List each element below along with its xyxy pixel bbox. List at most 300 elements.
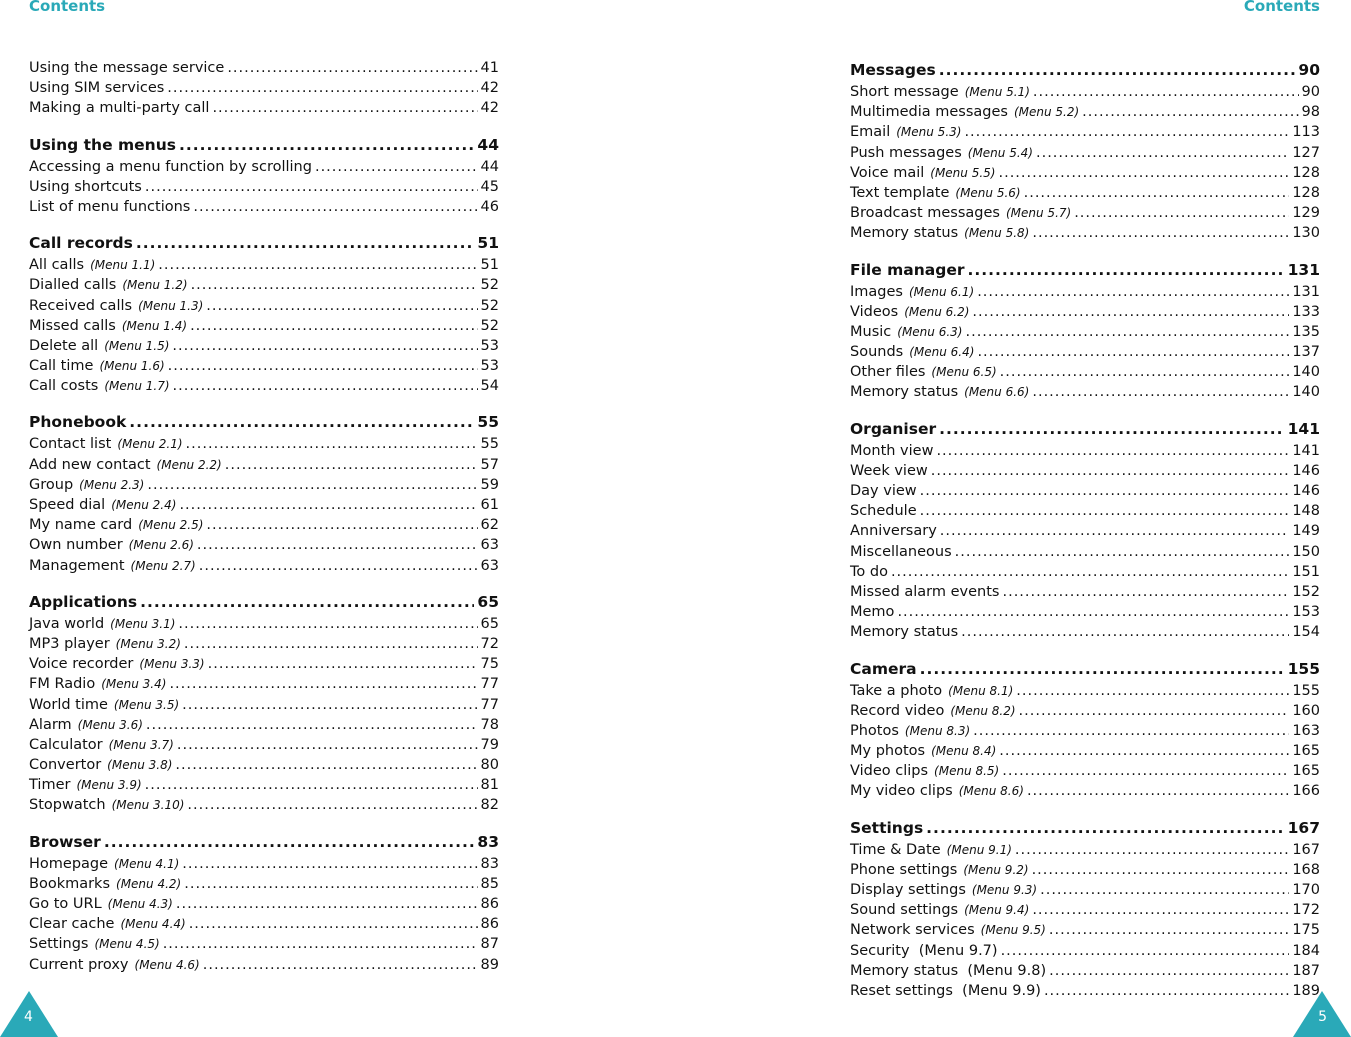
entry-page-number: 140 (1292, 364, 1320, 381)
section-heading[interactable] (850, 58, 1320, 82)
toc-section (850, 417, 1320, 643)
entry-page-number: 128 (1292, 164, 1320, 181)
entry-page-number: 153 (1292, 604, 1320, 621)
entry-menu-ref: (Menu 4.3) (107, 897, 173, 911)
toc-entry[interactable] (850, 282, 1320, 302)
entry-page-number: 75 (480, 656, 499, 673)
entry-page-number: 55 (480, 436, 499, 453)
toc-section (29, 58, 499, 119)
toc-entry[interactable] (29, 934, 499, 954)
entry-title: To do (850, 563, 888, 580)
toc-entry[interactable] (850, 501, 1320, 521)
entry-menu-ref: (Menu 3.1) (110, 616, 176, 631)
toc-section (29, 590, 499, 816)
toc-entry[interactable] (850, 521, 1320, 541)
entry-title: Accessing a menu function by scrolling (29, 158, 312, 175)
toc-entry[interactable] (850, 183, 1320, 203)
entry-page-number: 150 (1292, 543, 1320, 560)
dot-leader (163, 934, 478, 954)
dot-leader (147, 475, 477, 495)
entry-menu-ref: (Menu 4.6) (134, 957, 200, 972)
dot-leader (1032, 223, 1289, 243)
dot-leader (158, 255, 477, 275)
entry-title: Other files (850, 364, 926, 381)
toc-entry[interactable] (29, 795, 499, 815)
toc-entry[interactable] (850, 602, 1320, 622)
toc-entry[interactable] (29, 255, 499, 275)
entry-menu-ref: (Menu 4.2) (116, 876, 182, 891)
entry-page-number: 59 (480, 476, 499, 493)
entry-title: Week view (850, 462, 928, 479)
toc-entry[interactable] (29, 874, 499, 894)
dot-leader (891, 562, 1289, 582)
entry-page-number: 86 (480, 896, 499, 912)
toc-entry[interactable] (850, 461, 1320, 481)
entry-page-number: 79 (480, 736, 499, 753)
toc-entry[interactable] (29, 197, 499, 217)
entry-title: Bookmarks (29, 875, 111, 892)
entry-page-number: 72 (480, 635, 499, 652)
entry-page-number: 149 (1292, 523, 1320, 540)
entry-title: Anniversary (850, 523, 937, 540)
dot-leader (1001, 941, 1290, 961)
toc-entry[interactable] (29, 775, 499, 795)
entry-page-number: 184 (1292, 942, 1320, 959)
entry-title: My photos (850, 743, 926, 760)
entry-title: Add new contact (29, 456, 151, 473)
dot-leader (178, 614, 477, 634)
entry-menu-ref: (Menu 2.4) (111, 498, 177, 512)
entry-page-number: 141 (1292, 442, 1320, 459)
toc-entry[interactable] (850, 163, 1320, 183)
dot-leader (1024, 183, 1290, 203)
toc-entry[interactable] (29, 78, 499, 98)
toc-entry[interactable] (850, 481, 1320, 501)
toc-entry[interactable] (29, 735, 499, 755)
entry-title: Management (29, 557, 125, 574)
toc-entry[interactable] (29, 695, 499, 715)
entry-page-number: 77 (480, 676, 499, 693)
entry-title: Music (850, 323, 892, 340)
toc-entry[interactable] (29, 376, 499, 396)
entry-title: Videos (850, 303, 899, 320)
entry-title: Short message (850, 84, 959, 100)
entry-menu-ref: (Menu 3.10) (111, 798, 185, 813)
section-heading[interactable] (29, 133, 499, 157)
toc-entry[interactable] (850, 223, 1320, 243)
entry-menu-ref: (Menu 8.1) (948, 683, 1014, 698)
entry-page-number: 78 (480, 716, 499, 733)
entry-title: Timer (29, 777, 71, 794)
toc-entry[interactable] (850, 840, 1320, 860)
entry-page-number: 155 (1292, 682, 1320, 699)
dot-leader (145, 775, 478, 795)
toc-entry[interactable] (29, 157, 499, 177)
dot-leader (1015, 840, 1289, 860)
toc-entry[interactable] (29, 275, 499, 295)
entry-menu-ref: (Menu 1.6) (99, 359, 165, 374)
entry-title: FM Radio (29, 676, 96, 693)
entry-title: Clear cache (29, 916, 115, 933)
toc-entry[interactable] (850, 981, 1320, 1001)
toc-entry[interactable] (850, 562, 1320, 582)
dot-leader (193, 197, 477, 217)
entry-title: Stopwatch (29, 797, 106, 814)
entry-menu-ref: (Menu 9.1) (946, 842, 1012, 857)
entry-page-number: 166 (1292, 783, 1320, 800)
entry-title: Call time (29, 358, 94, 375)
entry-menu-ref: (Menu 2.3) (79, 477, 145, 492)
entry-title: All calls (29, 257, 85, 274)
dot-leader (176, 894, 478, 914)
dot-leader (129, 410, 474, 434)
section-heading[interactable] (850, 816, 1320, 840)
entry-title: Settings (29, 936, 89, 953)
entry-title: List of menu functions (29, 198, 191, 215)
entry-menu-ref: (Menu 3.4) (101, 677, 167, 692)
section-heading[interactable] (850, 417, 1320, 441)
entry-title: Sound settings (850, 902, 959, 919)
entry-menu-ref: (Menu 8.2) (950, 703, 1016, 718)
dot-leader (187, 795, 477, 815)
section-heading[interactable] (29, 410, 499, 434)
toc-entry[interactable] (850, 122, 1320, 142)
entry-title: Miscellaneous (850, 543, 952, 560)
entry-title: Voice recorder (29, 656, 134, 673)
dot-leader (1002, 761, 1289, 781)
toc-entry[interactable] (29, 177, 499, 197)
dot-leader (931, 461, 1290, 481)
toc-right-column (850, 58, 1320, 1015)
dot-leader (961, 622, 1289, 642)
dot-leader (964, 122, 1289, 142)
entry-menu-ref: (Menu 3.2) (115, 636, 181, 651)
dot-leader (1032, 860, 1290, 880)
toc-entry[interactable] (850, 622, 1320, 642)
dot-leader (225, 455, 478, 475)
entry-title: Memory status (850, 384, 959, 401)
toc-entry[interactable] (29, 515, 499, 535)
section-heading[interactable] (29, 830, 499, 854)
dot-leader (972, 302, 1289, 322)
toc-entry[interactable] (850, 143, 1320, 163)
toc-entry[interactable] (29, 475, 499, 495)
page-number-left: 4 (24, 1009, 33, 1025)
entry-title: Text template (850, 184, 950, 201)
entry-title: Delete all (29, 337, 99, 354)
entry-page-number: 135 (1292, 323, 1320, 340)
entry-page-number: 131 (1292, 283, 1320, 300)
entry-title: Images (850, 283, 903, 300)
entry-page-number: 85 (480, 875, 499, 892)
dot-leader (190, 316, 477, 336)
entry-page-number: 42 (480, 80, 499, 97)
dot-leader (173, 376, 478, 396)
dot-leader (1019, 701, 1290, 721)
entry-menu-ref: (Menu 1.2) (122, 278, 188, 293)
section-page-number: 155 (1287, 659, 1320, 678)
dot-leader (1074, 203, 1289, 223)
toc-entry[interactable] (29, 556, 499, 576)
dot-leader (920, 657, 1285, 681)
toc-entry[interactable] (850, 920, 1320, 940)
dot-leader (227, 58, 477, 78)
dot-leader (920, 481, 1290, 501)
entry-page-number: 168 (1292, 861, 1320, 878)
entry-menu-ref: (Menu 5.4) (967, 145, 1033, 160)
toc-entry[interactable] (850, 860, 1320, 880)
toc-entry[interactable] (850, 761, 1320, 781)
entry-page-number: 146 (1292, 483, 1320, 499)
entry-page-number: 146 (1292, 462, 1320, 479)
entry-title: World time (29, 696, 108, 713)
toc-entry[interactable] (850, 302, 1320, 322)
entry-menu-ref: (Menu 3.3) (139, 657, 205, 672)
dot-leader (967, 258, 1284, 282)
dot-leader (977, 282, 1289, 302)
entry-page-number: 165 (1292, 763, 1320, 780)
entry-page-number: 61 (480, 497, 499, 513)
entry-page-number: 89 (480, 956, 499, 973)
entry-page-number: 170 (1292, 882, 1320, 898)
toc-entry[interactable] (850, 961, 1320, 981)
toc-entry[interactable] (29, 316, 499, 336)
dot-leader (955, 542, 1290, 562)
entry-page-number: 51 (480, 257, 499, 274)
entry-menu-ref: (Menu 3.5) (113, 697, 180, 712)
entry-menu-ref: (Menu 1.7) (104, 379, 170, 394)
entry-page-number: 152 (1292, 583, 1320, 600)
dot-leader (146, 715, 478, 735)
entry-title: My name card (29, 517, 133, 534)
toc-entry[interactable] (850, 203, 1320, 223)
entry-menu-ref: (Menu 6.1) (908, 284, 975, 299)
entry-title: Security (Menu 9.7) (850, 942, 998, 959)
entry-title: Take a photo (850, 682, 943, 699)
dot-leader (168, 356, 478, 376)
toc-entry[interactable] (850, 102, 1320, 122)
toc-entry[interactable] (29, 535, 499, 555)
toc-entry[interactable] (850, 900, 1320, 920)
dot-leader (184, 874, 477, 894)
entry-page-number: 127 (1292, 144, 1320, 161)
entry-menu-ref: (Menu 2.7) (130, 558, 196, 573)
dot-leader (1036, 143, 1289, 163)
toc-entry[interactable] (850, 781, 1320, 801)
dot-leader (1040, 880, 1289, 900)
entry-page-number: 53 (480, 358, 499, 375)
dot-leader (1032, 900, 1289, 920)
entry-title: Voice mail (850, 164, 925, 181)
toc-entry[interactable] (29, 674, 499, 694)
entry-page-number: 113 (1292, 124, 1320, 141)
dot-leader (175, 755, 477, 775)
entry-menu-ref: (Menu 1.5) (104, 338, 170, 353)
entry-page-number: 53 (480, 337, 499, 354)
toc-entry[interactable] (29, 955, 499, 975)
toc-entry[interactable] (29, 58, 499, 78)
toc-entry[interactable] (29, 854, 499, 874)
toc-entry[interactable] (850, 542, 1320, 562)
entry-title: Multimedia messages (850, 104, 1008, 121)
entry-title: Current proxy (29, 956, 129, 973)
entry-title: Missed calls (29, 317, 116, 334)
entry-page-number: 52 (480, 317, 499, 334)
entry-menu-ref: (Menu 6.3) (897, 324, 963, 339)
toc-entry[interactable] (29, 614, 499, 634)
toc-entry[interactable] (850, 342, 1320, 362)
entry-menu-ref: (Menu 8.5) (934, 764, 1000, 779)
dot-leader (199, 556, 478, 576)
section-heading[interactable] (850, 657, 1320, 681)
toc-entry[interactable] (29, 914, 499, 934)
dot-leader (203, 955, 478, 975)
entry-menu-ref: (Menu 9.2) (963, 862, 1029, 877)
entry-title: Using the message service (29, 60, 225, 76)
entry-page-number: 54 (480, 378, 499, 395)
entry-menu-ref: (Menu 5.2) (1013, 105, 1080, 120)
entry-menu-ref: (Menu 8.3) (904, 723, 971, 738)
toc-entry[interactable] (850, 362, 1320, 382)
dot-leader (189, 914, 478, 934)
dot-leader (1044, 981, 1289, 1001)
entry-title: Memo (850, 604, 895, 621)
entry-title: Email (850, 124, 891, 141)
toc-entry[interactable] (29, 634, 499, 654)
dot-leader (1033, 82, 1299, 102)
toc-section (29, 830, 499, 975)
entry-title: Group (29, 476, 74, 493)
entry-page-number: 42 (480, 100, 499, 117)
toc-entry[interactable] (850, 382, 1320, 402)
entry-menu-ref: (Menu 5.3) (896, 125, 962, 140)
dot-leader (208, 654, 478, 674)
entry-title: Record video (850, 702, 945, 719)
section-title: Phonebook (29, 413, 127, 432)
page-number-right: 5 (1318, 1009, 1327, 1025)
toc-entry[interactable] (850, 582, 1320, 602)
dot-leader (191, 275, 478, 295)
toc-entry[interactable] (29, 296, 499, 316)
entry-menu-ref: (Menu 1.3) (138, 298, 204, 313)
section-title: Camera (850, 659, 917, 678)
entry-page-number: 165 (1292, 743, 1320, 760)
toc-entry[interactable] (29, 755, 499, 775)
entry-page-number: 175 (1292, 922, 1320, 939)
entry-page-number: 154 (1292, 624, 1320, 641)
entry-menu-ref: (Menu 5.8) (964, 226, 1030, 241)
entry-title: Day view (850, 483, 917, 499)
entry-title: Schedule (850, 503, 917, 520)
toc-entry[interactable] (850, 741, 1320, 761)
section-page-number: 51 (477, 234, 499, 253)
entry-title: Homepage (29, 855, 109, 872)
entry-title: Video clips (850, 763, 929, 780)
dot-leader (136, 231, 475, 255)
dot-leader (197, 535, 478, 555)
dot-leader (179, 495, 477, 515)
dot-leader (926, 816, 1284, 840)
entry-menu-ref: (Menu 2.5) (138, 518, 204, 533)
entry-menu-ref: (Menu 3.6) (77, 717, 143, 732)
entry-page-number: 189 (1292, 982, 1320, 999)
section-heading[interactable] (29, 590, 499, 614)
section-page-number: 131 (1287, 260, 1320, 279)
dot-leader (182, 695, 477, 715)
entry-page-number: 187 (1292, 962, 1320, 979)
toc-entry[interactable] (29, 715, 499, 735)
toc-section (29, 133, 499, 218)
section-page-number: 65 (477, 592, 499, 611)
toc-entry[interactable] (850, 941, 1320, 961)
dot-leader (169, 674, 477, 694)
dot-leader (965, 322, 1289, 342)
section-heading[interactable] (850, 258, 1320, 282)
toc-entry[interactable] (29, 336, 499, 356)
entry-page-number: 151 (1292, 563, 1320, 580)
toc-entry[interactable] (29, 98, 499, 118)
toc-entry[interactable] (850, 441, 1320, 461)
entry-menu-ref: (Menu 3.8) (107, 758, 173, 773)
dot-leader (104, 830, 475, 854)
toc-entry[interactable] (29, 434, 499, 454)
dot-leader (1032, 382, 1289, 402)
entry-page-number: 98 (1301, 104, 1320, 121)
entry-page-number: 129 (1292, 205, 1320, 222)
section-title: File manager (850, 260, 965, 279)
entry-page-number: 77 (480, 696, 499, 713)
entry-page-number: 45 (480, 178, 499, 195)
entry-menu-ref: (Menu 9.4) (964, 903, 1030, 918)
entry-menu-ref: (Menu 5.1) (964, 85, 1030, 99)
toc-left-column (29, 58, 499, 989)
toc-entry[interactable] (850, 322, 1320, 342)
entry-title: Display settings (850, 882, 966, 898)
entry-title: Alarm (29, 716, 72, 733)
toc-entry[interactable] (850, 701, 1320, 721)
toc-entry[interactable] (29, 356, 499, 376)
dot-leader (999, 741, 1289, 761)
entry-title: Photos (850, 722, 899, 739)
entry-page-number: 63 (480, 537, 499, 554)
toc-entry[interactable] (850, 681, 1320, 701)
entry-menu-ref: (Menu 1.4) (121, 318, 188, 333)
toc-entry[interactable] (29, 455, 499, 475)
entry-menu-ref: (Menu 2.2) (156, 457, 222, 472)
toc-entry[interactable] (850, 880, 1320, 900)
entry-title: Memory status (Menu 9.8) (850, 962, 1047, 979)
toc-section (29, 231, 499, 396)
toc-entry[interactable] (850, 721, 1320, 741)
dot-leader (897, 602, 1289, 622)
toc-entry[interactable] (29, 654, 499, 674)
dot-leader (182, 854, 477, 874)
entry-page-number: 52 (480, 297, 499, 314)
entry-menu-ref: (Menu 8.4) (931, 744, 997, 759)
toc-entry[interactable] (850, 82, 1320, 102)
section-title: Call records (29, 234, 133, 253)
entry-menu-ref: (Menu 6.5) (931, 365, 997, 380)
entry-title: Using SIM services (29, 80, 165, 97)
dot-leader (1000, 362, 1290, 382)
section-heading[interactable] (29, 231, 499, 255)
entry-page-number: 90 (1301, 84, 1320, 100)
entry-page-number: 133 (1292, 303, 1320, 320)
toc-entry[interactable] (29, 495, 499, 515)
toc-entry[interactable] (29, 894, 499, 914)
entry-title: Own number (29, 537, 123, 554)
entry-menu-ref: (Menu 9.3) (971, 883, 1038, 897)
